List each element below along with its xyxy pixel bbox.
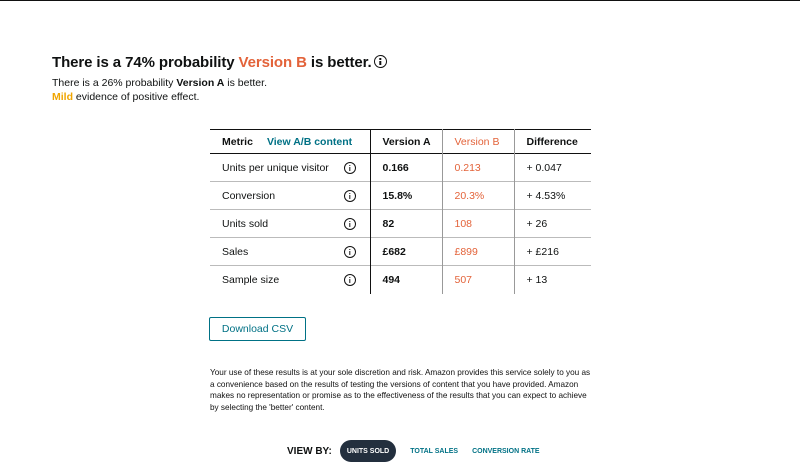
metric-label: Units per unique visitor bbox=[222, 161, 329, 174]
top-divider bbox=[0, 0, 800, 1]
version-a-value: 0.166 bbox=[370, 154, 442, 182]
metric-label: Sales bbox=[222, 245, 249, 258]
metric-label: Conversion bbox=[222, 189, 276, 202]
metric-label: Sample size bbox=[222, 273, 280, 286]
evidence-text: evidence of positive effect. bbox=[75, 91, 200, 103]
subline-prefix: There is a 26% probability bbox=[52, 77, 174, 89]
version-b-value: 20.3% bbox=[442, 182, 514, 210]
info-icon[interactable] bbox=[344, 190, 356, 202]
info-icon[interactable] bbox=[344, 274, 356, 286]
subline-version: Version A bbox=[176, 77, 225, 89]
version-b-header: Version B bbox=[442, 130, 514, 154]
version-b-value: 0.213 bbox=[442, 154, 514, 182]
version-a-value: £682 bbox=[370, 238, 442, 266]
view-by-conversion-rate[interactable]: CONVERSION RATE bbox=[472, 447, 540, 455]
metric-cell bbox=[210, 210, 370, 238]
view-by-selector bbox=[287, 440, 540, 462]
probability-subline bbox=[52, 77, 267, 89]
view-by-total-sales[interactable]: TOTAL SALES bbox=[410, 447, 459, 455]
headline-suffix: is better. bbox=[310, 54, 372, 71]
info-icon[interactable] bbox=[344, 246, 356, 258]
version-b-value: 108 bbox=[442, 210, 514, 238]
metric-header-label: Metric bbox=[222, 135, 253, 148]
evidence-line bbox=[52, 91, 199, 103]
table-row bbox=[210, 182, 591, 210]
metric-cell bbox=[210, 238, 370, 266]
info-icon[interactable] bbox=[374, 55, 387, 68]
version-b-value: £899 bbox=[442, 238, 514, 266]
table-row bbox=[210, 238, 591, 266]
headline-prefix: There is a 74% probability bbox=[52, 54, 235, 71]
disclaimer-text: Your use of these results is at your sole discretion and risk. Amazon provides this service solely to you as a convenience based on the results of testing the versions of content that you have provided. Amazon makes no representation or promise as to the effectiveness of the results that you can expect to achieve by selecting the 'better' content. bbox=[210, 368, 591, 412]
metric-cell bbox=[210, 182, 370, 210]
difference-value: + 0.047 bbox=[514, 154, 591, 182]
results-table bbox=[210, 129, 591, 294]
table-row bbox=[210, 154, 591, 182]
headline-winner: Version B bbox=[238, 54, 307, 71]
table-row bbox=[210, 266, 591, 294]
version-a-value: 15.8% bbox=[370, 182, 442, 210]
difference-header: Difference bbox=[514, 130, 591, 154]
version-b-value: 507 bbox=[442, 266, 514, 294]
table-row bbox=[210, 210, 591, 238]
difference-value: + 4.53% bbox=[514, 182, 591, 210]
version-a-value: 82 bbox=[370, 210, 442, 238]
result-headline bbox=[52, 54, 387, 71]
difference-value: + 26 bbox=[514, 210, 591, 238]
metric-label: Units sold bbox=[222, 217, 269, 230]
table-header-row bbox=[210, 130, 591, 154]
metric-cell bbox=[210, 154, 370, 182]
version-a-value: 494 bbox=[370, 266, 442, 294]
subline-suffix: is better. bbox=[227, 77, 267, 89]
metric-header bbox=[210, 130, 370, 154]
download-csv-button[interactable]: Download CSV bbox=[209, 317, 306, 341]
difference-value: + £216 bbox=[514, 238, 591, 266]
version-a-header: Version A bbox=[370, 130, 442, 154]
difference-value: + 13 bbox=[514, 266, 591, 294]
metric-cell bbox=[210, 266, 370, 294]
evidence-strength: Mild bbox=[52, 91, 73, 103]
info-icon[interactable] bbox=[344, 218, 356, 230]
view-by-label: VIEW BY: bbox=[287, 445, 332, 457]
view-ab-content-link[interactable]: View A/B content bbox=[266, 135, 353, 148]
view-by-units-sold[interactable]: UNITS SOLD bbox=[340, 440, 396, 462]
info-icon[interactable] bbox=[344, 162, 356, 174]
